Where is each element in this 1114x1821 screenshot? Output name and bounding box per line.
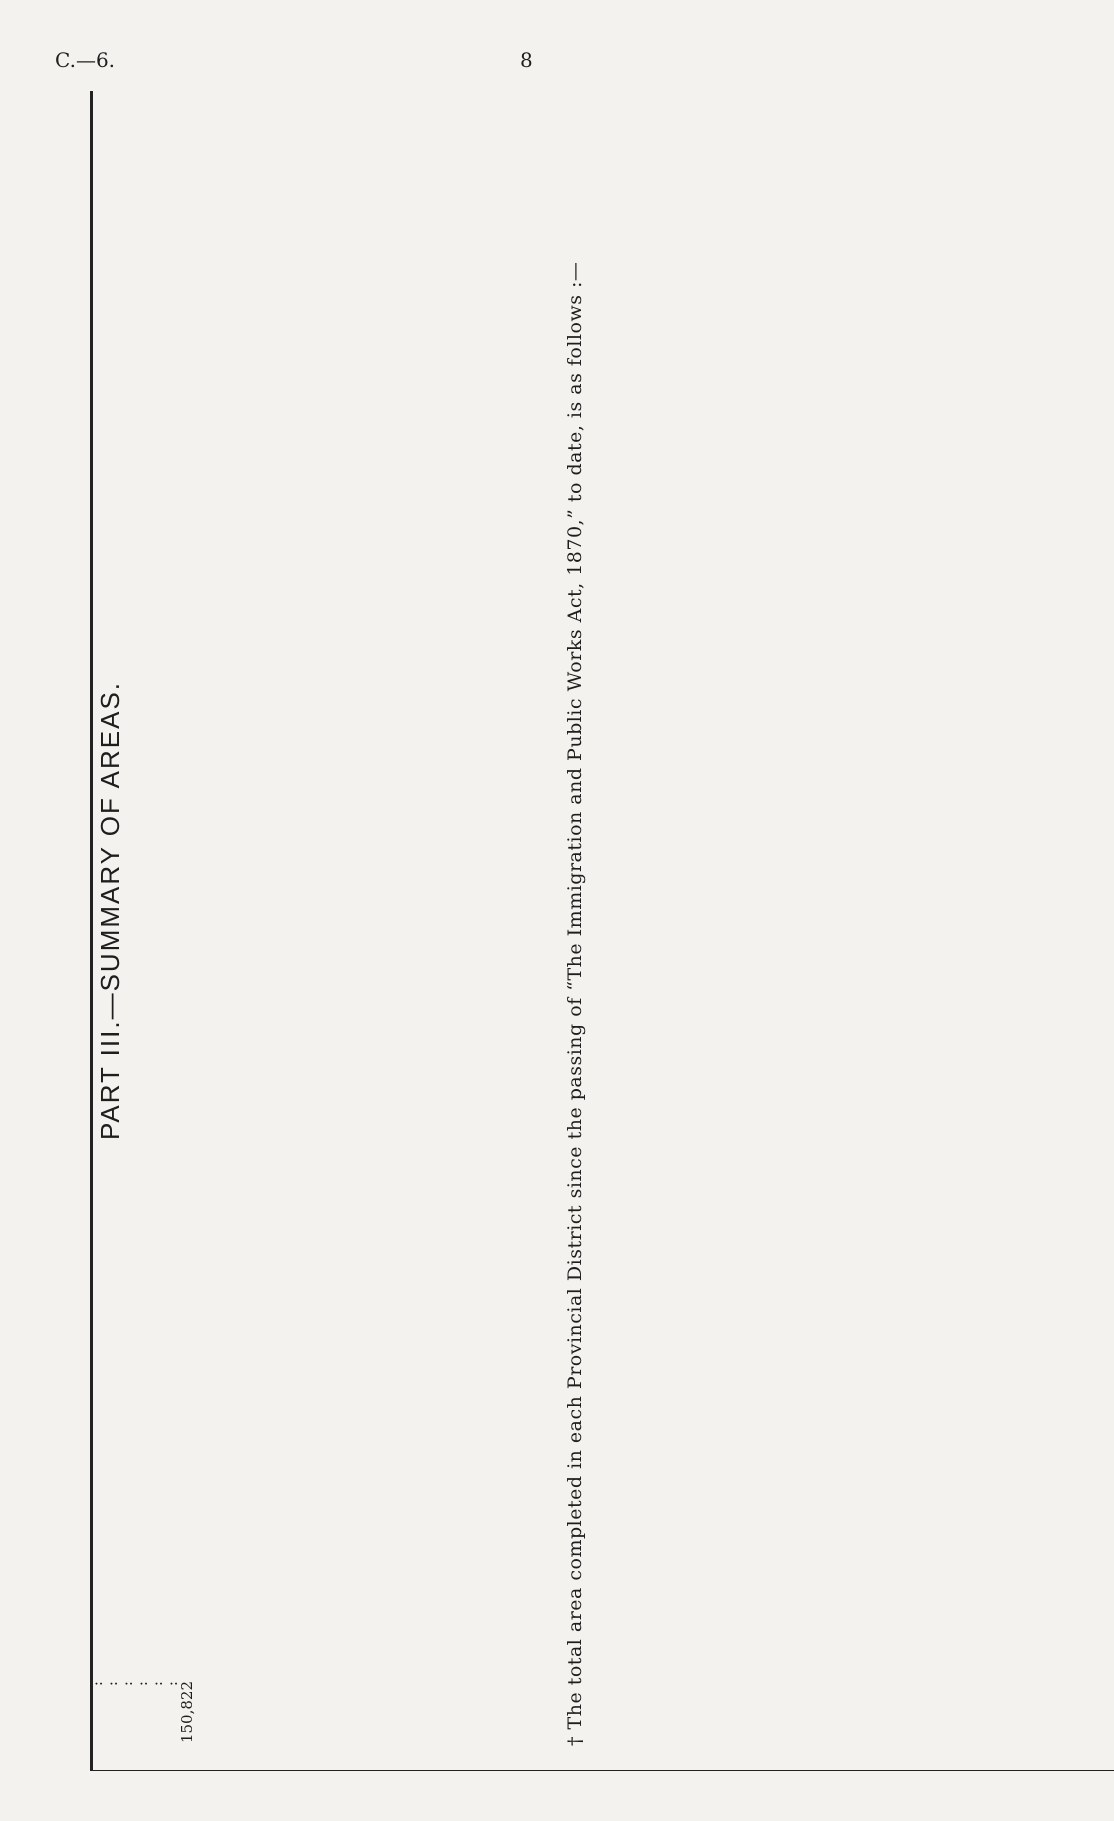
rotated-page (90, 50, 1104, 1771)
cell: : (148, 1681, 166, 1687)
cell: 150,822 (178, 1681, 196, 1744)
table-title: PART III.—SUMMARY OF AREAS. (95, 680, 125, 1141)
cell: : (118, 1681, 136, 1687)
cell: : (103, 1681, 121, 1687)
page-number: 8 (520, 48, 533, 72)
cell: : (163, 1681, 181, 1687)
page-reference: C.—6. (55, 48, 116, 72)
footnote: † The total area completed in each Provincial District since the passing of “The Immigration and Public Works Act, 1870,” to date, is as follows :— (564, 261, 586, 1746)
district-table (90, 50, 1104, 1771)
cell: : (88, 1681, 106, 1687)
cell: : (133, 1681, 151, 1687)
